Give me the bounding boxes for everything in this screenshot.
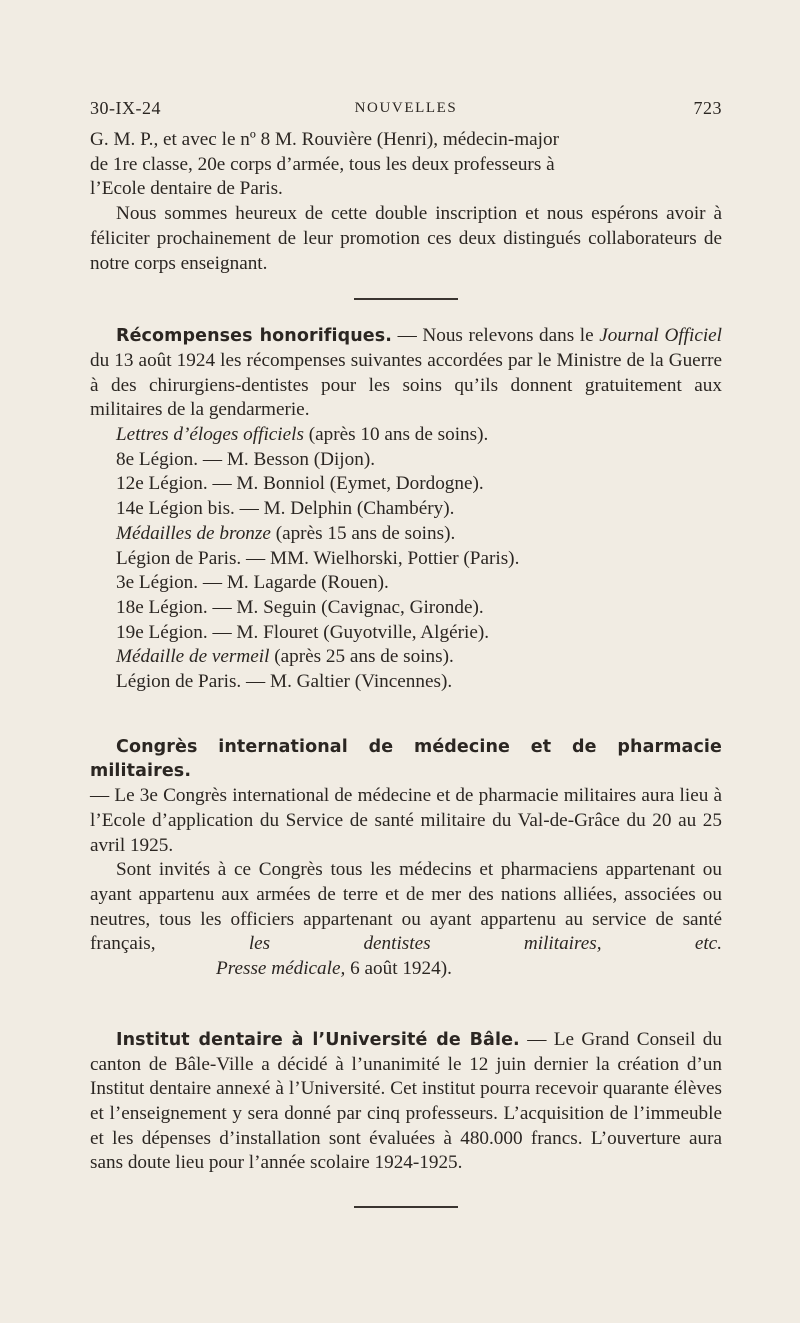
- intro-paragraph: [90, 128, 722, 202]
- award-entry: 14e Légion bis. — M. Delphin (Chambéry).: [116, 498, 455, 520]
- award-entry: 8e Légion. — M. Besson (Dijon).: [116, 448, 376, 470]
- section-divider: [354, 298, 458, 300]
- lettres-heading: [90, 423, 722, 448]
- intro-paragraph-2: Nous sommes heureux de cette double inscription et nous espérons avoir à féliciter prochainement de leur promotion ces deux distingués collaborateurs de notre corps enseignant.: [90, 203, 722, 274]
- intro-line-3: l’Ecole dentaire de Paris.: [90, 178, 283, 200]
- institut-paragraph: [90, 1028, 722, 1176]
- section-institut: [90, 1028, 722, 1176]
- intro-line-1: G. M. P., et avec le nº 8 M. Rouvière (Henri), médecin-major: [90, 129, 559, 150]
- running-header: [90, 98, 722, 124]
- source-date: 6 août 1924).: [345, 958, 452, 980]
- vermeil-note: (après 25 ans de soins).: [269, 646, 454, 668]
- award-entry: Légion de Paris. — M. Galtier (Vincennes).: [116, 671, 453, 693]
- congres-title: [90, 735, 722, 784]
- award-entry: 3e Légion. — M. Lagarde (Rouen).: [116, 572, 389, 594]
- presse-medicale: Presse médicale,: [216, 958, 346, 980]
- institut-title: Institut dentaire à l’Université de Bâle.: [116, 1029, 520, 1050]
- award-entry: Légion de Paris. — MM. Wielhorski, Pottier (Paris).: [116, 547, 520, 569]
- lettres-note: (après 10 ans de soins).: [303, 424, 489, 446]
- page-number: 723: [693, 98, 722, 118]
- award-entry: 18e Légion. — M. Seguin (Cavignac, Gironde).: [116, 596, 484, 618]
- congres-paragraph-2: [90, 858, 722, 982]
- bronze-heading: [90, 522, 722, 547]
- congres-paragraph-1: — Le 3e Congrès international de médecine et de pharmacie militaires aura lieu à l’Ecole d’application du Service de santé militaire du Val-de-Grâce du 20 au 25 avril 1925.: [90, 785, 722, 856]
- page-body: [90, 128, 722, 1232]
- section-recompenses: [90, 324, 722, 695]
- lettres-title: Lettres d’éloges officiels: [116, 424, 304, 446]
- vermeil-heading: [90, 645, 722, 670]
- header-section: NOUVELLES: [354, 100, 458, 116]
- recompenses-text-b: du 13 août 1924 les récompenses suivantes accordées par le Ministre de la Guerre à des chirurgiens-dentistes pour les soins qu’ils donnent gratuitement aux militaires de la gendarmerie.: [90, 349, 722, 421]
- congres-title-text: Congrès international de médecine et de pharmacie militaires.: [90, 736, 722, 782]
- recompenses-intro: [90, 324, 722, 423]
- intro-line-2: de 1re classe, 20e corps d’armée, tous les deux professeurs à: [90, 153, 555, 175]
- recompenses-text-a: — Nous relevons dans le: [392, 325, 600, 347]
- award-entry: 19e Légion. — M. Flouret (Guyotville, Algérie).: [116, 621, 490, 643]
- section-congres: [90, 735, 722, 982]
- congres-p2-italic: les dentistes militaires, etc.: [248, 933, 722, 955]
- journal-officiel: Journal Officiel: [599, 325, 723, 347]
- congres-source: [190, 957, 452, 982]
- vermeil-title: Médaille de vermeil: [116, 646, 270, 668]
- recompenses-title: Récompenses honorifiques.: [116, 326, 393, 347]
- bronze-title: Médailles de bronze: [116, 522, 271, 544]
- institut-text: — Le Grand Conseil du canton de Bâle-Ville a décidé à l’unanimité le 12 juin dernier la création d’un Institut dentaire annexé à l’Université. Cet institut pourra recevoir quarante élèves et l’enseignement y sera donné par cinq professeurs. L’acquisition de l’immeuble et les dépenses d’installation sont évaluées à 480.000 francs. L’ouverture aura sans doute lieu pour l’année scolaire 1924-1925.: [90, 1028, 722, 1174]
- bronze-note: (après 15 ans de soins).: [270, 522, 456, 544]
- award-entry: 12e Légion. — M. Bonniol (Eymet, Dordogne).: [116, 473, 484, 495]
- section-divider: [354, 1206, 458, 1208]
- header-date: 30-IX-24: [90, 98, 161, 118]
- congres-p2-text: Sont invités à ce Congrès tous les médecins et pharmaciens appartenant ou ayant appartenu aux armées de terre et de mer des nations alliées, associées ou neutres, tous les officiers appartenant ou ayant appartenu au service de santé français,: [90, 859, 722, 955]
